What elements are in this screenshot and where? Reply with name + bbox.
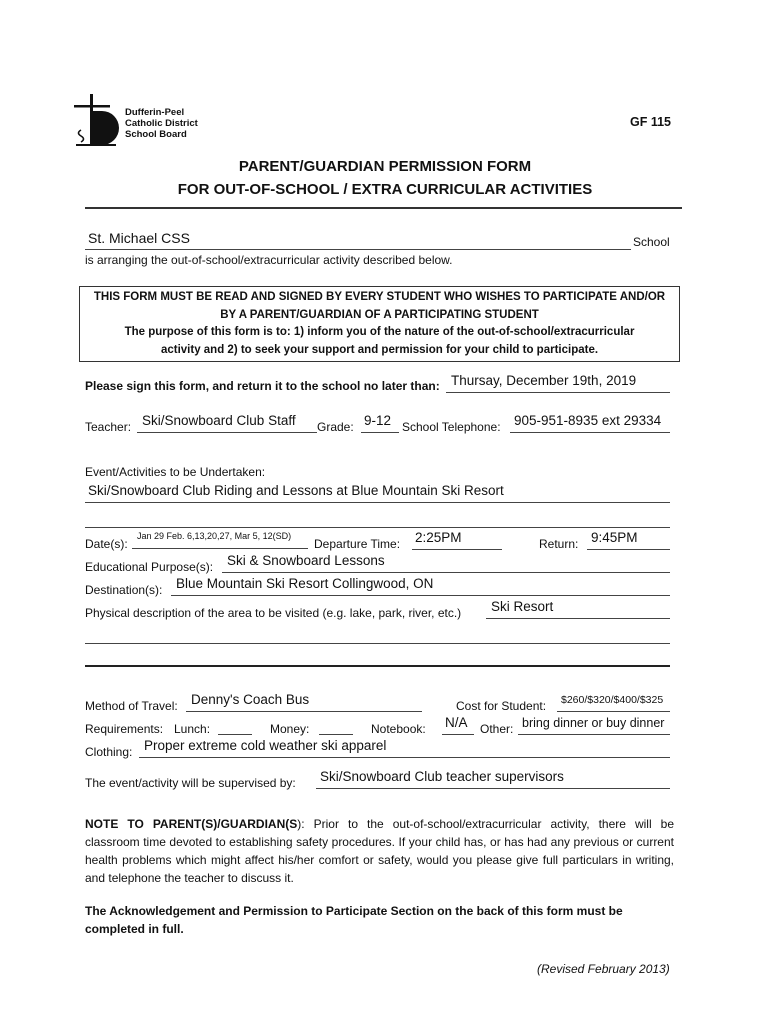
other-field[interactable] [518, 715, 670, 735]
event-value: Ski/Snowboard Club Riding and Lessons at Blue Mountain Ski Resort [88, 483, 504, 498]
dates-value: Jan 29 Feb. 6,13,20,27, Mar 5, 12(SD) [137, 531, 292, 541]
school-name-value: St. Michael CSS [88, 230, 190, 246]
notice-line4: activity and 2) to seek your support and permission for your child to participate. [160, 343, 599, 356]
supervision-value: Ski/Snowboard Club teacher supervisors [320, 769, 564, 784]
cost-field[interactable] [557, 692, 670, 712]
return-time-label: Return: [539, 537, 579, 551]
teacher-field[interactable] [137, 413, 317, 433]
school-name-field[interactable] [85, 229, 631, 250]
form-title-line2: FOR OUT-OF-SCHOOL / EXTRA CURRICULAR ACTIVITIES [177, 181, 593, 198]
cost-label: Cost for Student: [456, 699, 547, 713]
return-date-field[interactable] [446, 373, 670, 393]
grade-value: 9-12 [364, 413, 392, 428]
return-date-value: Thursay, December 19th, 2019 [451, 373, 637, 388]
departure-time-value: 2:25PM [415, 530, 462, 545]
parent-note-heading-end: ): [297, 817, 305, 831]
grade-label: Grade: [317, 420, 354, 434]
title-divider [85, 207, 682, 209]
grade-field[interactable] [361, 413, 399, 433]
form-code: GF 115 [630, 115, 671, 129]
dates-field[interactable] [132, 530, 308, 549]
notice-line3: The purpose of this form is to: 1) inform you of the nature of the out-of-school/extracurricular [124, 326, 635, 338]
physical-field[interactable] [486, 599, 670, 619]
clothing-field[interactable] [139, 738, 670, 758]
notice-line1: THIS FORM MUST BE READ AND SIGNED BY EVERY STUDENT WHO WISHES TO PARTICIPATE AND/OR [93, 291, 666, 303]
physical-field-line2[interactable] [85, 624, 670, 644]
purpose-field[interactable] [222, 553, 670, 573]
teacher-label: Teacher: [85, 420, 132, 434]
parent-note-body: Prior to the out-of-school/extracurricular activity, there will be classroom time devoted to establishing safety procedures. If your child has, or has had any previous or current health problems which might affect his/her comfort or safety, would you please give full particulars in writing, and telephone the teacher to discuss it. [85, 817, 674, 885]
event-field[interactable] [85, 482, 670, 503]
travel-field[interactable] [186, 692, 422, 712]
school-description: is arranging the out-of-school/extracurricular activity described below. [85, 253, 453, 267]
lunch-label: Lunch: [174, 722, 211, 736]
notebook-value: N/A [445, 715, 468, 730]
notebook-label: Notebook: [371, 722, 426, 736]
clothing-value: Proper extreme cold weather ski apparel [144, 738, 387, 753]
destination-label: Destination(s): [85, 583, 163, 597]
requirements-label: Requirements: [85, 722, 164, 736]
event-field-line2[interactable] [85, 508, 670, 528]
return-time-field[interactable] [587, 530, 670, 550]
revised-date: (Revised February 2013) [537, 962, 670, 976]
teacher-value: Ski/Snowboard Club Staff [142, 413, 296, 428]
return-time-value: 9:45PM [591, 530, 638, 545]
destination-field[interactable] [171, 576, 670, 596]
departure-time-label: Departure Time: [314, 537, 401, 551]
school-phone-label: School Telephone: [402, 420, 501, 434]
notebook-field[interactable] [442, 715, 474, 735]
school-phone-value: 905-951-8935 ext 29334 [514, 413, 662, 428]
money-field[interactable] [319, 716, 353, 735]
board-name: Dufferin-Peel Catholic District School Board [125, 107, 198, 140]
section-divider [85, 665, 670, 667]
return-date-label: Please sign this form, and return it to the school no later than: [85, 379, 440, 393]
school-phone-field[interactable] [510, 413, 670, 433]
form-title-line1: PARENT/GUARDIAN PERMISSION FORM [238, 158, 532, 175]
school-suffix: School [633, 235, 670, 249]
other-value: bring dinner or buy dinner [522, 716, 665, 730]
destination-value: Blue Mountain Ski Resort Collingwood, ON [176, 576, 434, 591]
supervision-label: The event/activity will be supervised by: [85, 776, 296, 790]
physical-label: Physical description of the area to be visited (e.g. lake, park, river, etc.) [85, 606, 462, 620]
physical-value: Ski Resort [491, 599, 554, 614]
cost-value: $260/$320/$400/$325 [561, 694, 664, 706]
purpose-value: Ski & Snowboard Lessons [227, 553, 385, 568]
event-label: Event/Activities to be Undertaken: [85, 465, 266, 479]
notice-line2: BY A PARENT/GUARDIAN OF A PARTICIPATING STUDENT [220, 308, 539, 321]
parent-note [85, 815, 674, 887]
purpose-label: Educational Purpose(s): [85, 560, 214, 574]
departure-time-field[interactable] [412, 530, 502, 550]
clothing-label: Clothing: [85, 745, 133, 759]
acknowledgement-note: The Acknowledgement and Permission to Participate Section on the back of this form must be completed in full. [85, 904, 623, 936]
board-logo-icon [72, 92, 124, 150]
money-label: Money: [270, 722, 310, 736]
parent-note-heading: NOTE TO PARENT(S)/GUARDIAN(S [85, 817, 298, 831]
lunch-field[interactable] [218, 716, 252, 735]
dates-label: Date(s): [85, 537, 128, 551]
other-label: Other: [480, 722, 514, 736]
travel-value: Denny's Coach Bus [191, 692, 310, 707]
travel-label: Method of Travel: [85, 699, 178, 713]
supervision-field[interactable] [316, 769, 670, 789]
notice-box [79, 286, 680, 362]
